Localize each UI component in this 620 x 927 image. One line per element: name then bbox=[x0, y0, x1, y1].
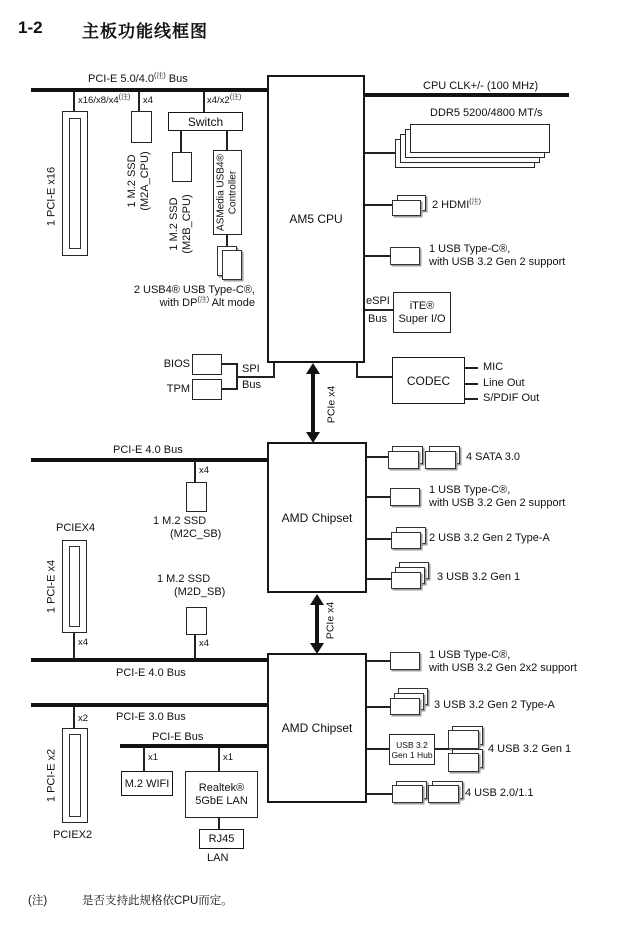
m2c-x4-label: x4 bbox=[199, 465, 210, 476]
m2b-ssd-label: 1 M.2 SSD (M2B_CPU) bbox=[168, 194, 193, 254]
usb-port bbox=[448, 753, 479, 772]
ddr5-label: DDR5 5200/4800 MT/s bbox=[430, 107, 543, 119]
chipset2-usbc-label-line1: 1 USB Type-C®, bbox=[429, 649, 511, 661]
x1-label: x1 bbox=[148, 752, 159, 763]
page-title: 主板功能线框图 bbox=[82, 22, 208, 41]
amd-chipset2-box: AMD Chipset bbox=[267, 653, 367, 803]
x1-label: x1 bbox=[223, 752, 234, 763]
line-out-label: Line Out bbox=[483, 377, 525, 389]
bios-box bbox=[192, 354, 222, 375]
bus-pcie5-line bbox=[31, 88, 267, 92]
usb4-port bbox=[222, 250, 242, 280]
arrow-shaft bbox=[315, 603, 319, 645]
bus-pcie30-line bbox=[31, 703, 267, 707]
connector bbox=[367, 748, 389, 750]
asmedia-usb4-controller-label: ASMedia USB4® Controller bbox=[215, 154, 238, 231]
connector bbox=[218, 748, 220, 771]
connector bbox=[138, 92, 140, 111]
connector bbox=[73, 707, 75, 728]
m2d-ssd-label-line1: 1 M.2 SSD bbox=[157, 573, 211, 585]
usb20-label: 4 USB 2.0/1.1 bbox=[465, 787, 534, 799]
m2d-ssd-box bbox=[186, 607, 207, 635]
pciex4-slot-label: 1 PCI-E x4 bbox=[45, 559, 58, 614]
usb-port bbox=[392, 785, 423, 803]
rj45-box: RJ45 bbox=[199, 829, 244, 849]
bus-cpuclk-line bbox=[365, 93, 569, 97]
pcie-x4-link-label: PCIe x4 bbox=[325, 385, 338, 424]
espi-label: eSPI bbox=[366, 295, 390, 307]
section-number: 1-2 bbox=[18, 18, 43, 37]
sata-port bbox=[388, 451, 419, 469]
chipset2-usba-label: 3 USB 3.2 Gen 2 Type-A bbox=[434, 699, 555, 711]
hdmi-label: 2 $HDMI^{(注)}$ bbox=[432, 198, 481, 211]
dimm-slot bbox=[410, 124, 550, 153]
usb-a-port bbox=[390, 698, 420, 715]
chipset1-usbc-label-line2: with USB 3.2 Gen 2 support bbox=[429, 497, 566, 509]
espi-bus-label: Bus bbox=[368, 313, 387, 325]
chipset2-usbc-label-line2: with USB 3.2 Gen 2x2 support bbox=[429, 662, 577, 674]
bus-pcie40b-label: PCI-E 4.0 Bus bbox=[116, 667, 186, 679]
sata-port bbox=[425, 451, 456, 469]
m2b-ssd-box bbox=[172, 152, 192, 182]
usb-port bbox=[391, 572, 421, 589]
pciex2-slot-label: 1 PCI-E x2 bbox=[45, 748, 58, 803]
cpu-usbc-label-line1: 1 USB Type-C®, bbox=[429, 243, 511, 255]
connector bbox=[180, 130, 182, 152]
usb-a-port bbox=[391, 532, 421, 549]
pciex4-slot-inner bbox=[69, 546, 80, 627]
m2a-ssd-label: 1 M.2 SSD (M2A_CPU) bbox=[126, 151, 151, 211]
lane-x4-label: x4 bbox=[143, 95, 154, 106]
bus-pcie40a-label: PCI-E 4.0 Bus bbox=[113, 444, 183, 456]
cpu-usbc-label-line2: with USB 3.2 Gen 2 support bbox=[429, 256, 566, 268]
connector bbox=[365, 152, 397, 154]
connector bbox=[143, 748, 145, 771]
bus-pcie30-label: PCI-E 3.0 Bus bbox=[116, 711, 186, 723]
arrow-shaft bbox=[311, 373, 315, 433]
connector bbox=[73, 633, 75, 659]
usb-port bbox=[428, 785, 459, 803]
usb-type-c-port bbox=[390, 247, 420, 265]
connector bbox=[365, 204, 393, 206]
connector bbox=[367, 660, 390, 662]
tpm-box bbox=[192, 379, 222, 400]
bus-pcie40b-line bbox=[31, 658, 267, 662]
usb4-label-line2: with $DP^{(注)}$ Alt mode bbox=[159, 296, 255, 309]
cpu-clk-label: CPU CLK+/- (100 MHz) bbox=[423, 80, 539, 92]
connector bbox=[367, 706, 392, 708]
pcie-x4-link-label: PCIe x4 bbox=[324, 601, 337, 640]
connector bbox=[218, 818, 220, 829]
m2c-ssd-box bbox=[186, 482, 207, 512]
pciex4-x4-label: x4 bbox=[78, 637, 89, 648]
bus-pcie40a-line bbox=[31, 458, 267, 462]
connector bbox=[236, 376, 275, 378]
spi-label: SPI bbox=[242, 363, 260, 375]
spdif-out-label: S/PDIF Out bbox=[483, 392, 540, 404]
usb4-label-line1: 2 USB4® USB Type-C®, bbox=[133, 284, 255, 296]
connector bbox=[273, 363, 275, 378]
footnote-mark: (注) bbox=[28, 895, 48, 907]
connector bbox=[356, 376, 393, 378]
connector bbox=[194, 462, 196, 482]
chipset2-usbg1-label: 4 USB 3.2 Gen 1 bbox=[488, 743, 572, 755]
connector bbox=[73, 92, 75, 111]
lane-x16x8x4-label: $x16/x8/x4^{(注)}$ bbox=[78, 93, 131, 106]
hdmi-port bbox=[392, 200, 421, 216]
bios-label: BIOS bbox=[163, 358, 190, 370]
m2d-x4-label: x4 bbox=[199, 638, 210, 649]
m2c-ssd-label-line2: (M2C_SB) bbox=[170, 528, 222, 540]
m2-wifi-box: M.2 WIFI bbox=[121, 771, 173, 796]
connector bbox=[464, 398, 478, 400]
bus-pcie5-label: PCI-E $5.0/4.0^{(注)}$ Bus bbox=[88, 72, 188, 85]
m2d-ssd-label-line2: (M2D_SB) bbox=[174, 586, 226, 598]
connector bbox=[367, 578, 394, 580]
switch-box: Switch bbox=[168, 112, 243, 131]
ite-super-io-box: iTE® Super I/O bbox=[393, 292, 451, 333]
codec-box: CODEC bbox=[392, 357, 465, 404]
connector bbox=[203, 92, 205, 112]
chipset1-usbc-label-line1: 1 USB Type-C®, bbox=[429, 484, 511, 496]
lane-x4x2-label: $x4/x2^{(注)}$ bbox=[207, 93, 242, 106]
amd-chipset1-box: AMD Chipset bbox=[267, 442, 367, 593]
usb32-gen1-hub-box: USB 3.2 Gen 1 Hub bbox=[389, 734, 435, 765]
x2-label: x2 bbox=[78, 713, 89, 724]
connector bbox=[226, 130, 228, 150]
connector bbox=[367, 538, 392, 540]
connector bbox=[367, 496, 390, 498]
mic-label: MIC bbox=[483, 361, 504, 373]
tpm-label: TPM bbox=[166, 383, 190, 395]
spi-bus-label: Bus bbox=[242, 379, 261, 391]
usb-port bbox=[448, 730, 479, 749]
chipset1-usbg1-label: 3 USB 3.2 Gen 1 bbox=[437, 571, 521, 583]
lan-label: LAN bbox=[207, 852, 229, 864]
chipset1-usba-label: 2 USB 3.2 Gen 2 Type-A bbox=[429, 532, 550, 544]
m2a-ssd-box bbox=[131, 111, 152, 143]
pciex2-slot-inner bbox=[69, 734, 81, 817]
footnote-text: 是否支持此规格依CPU而定。 bbox=[82, 895, 233, 907]
pciex4-title: PCIEX4 bbox=[56, 522, 96, 534]
connector bbox=[365, 309, 393, 311]
connector bbox=[365, 255, 390, 257]
pciex16-slot-inner bbox=[69, 118, 81, 249]
am5-cpu-box: AM5 CPU bbox=[267, 75, 365, 363]
usb-type-c-port bbox=[390, 488, 420, 506]
connector bbox=[367, 793, 394, 795]
connector bbox=[194, 635, 196, 659]
realtek-lan-box: Realtek® 5GbE LAN bbox=[185, 771, 258, 818]
pciex2-title: PCIEX2 bbox=[53, 829, 93, 841]
pciex16-slot-label: 1 PCI-E x16 bbox=[45, 166, 58, 227]
m2c-ssd-label-line1: 1 M.2 SSD bbox=[153, 515, 207, 527]
connector bbox=[464, 383, 478, 385]
sata-label: 4 SATA 3.0 bbox=[466, 451, 521, 463]
usb-type-c-port bbox=[390, 652, 420, 670]
bus-pcie-label: PCI-E Bus bbox=[152, 731, 204, 743]
connector bbox=[464, 367, 478, 369]
